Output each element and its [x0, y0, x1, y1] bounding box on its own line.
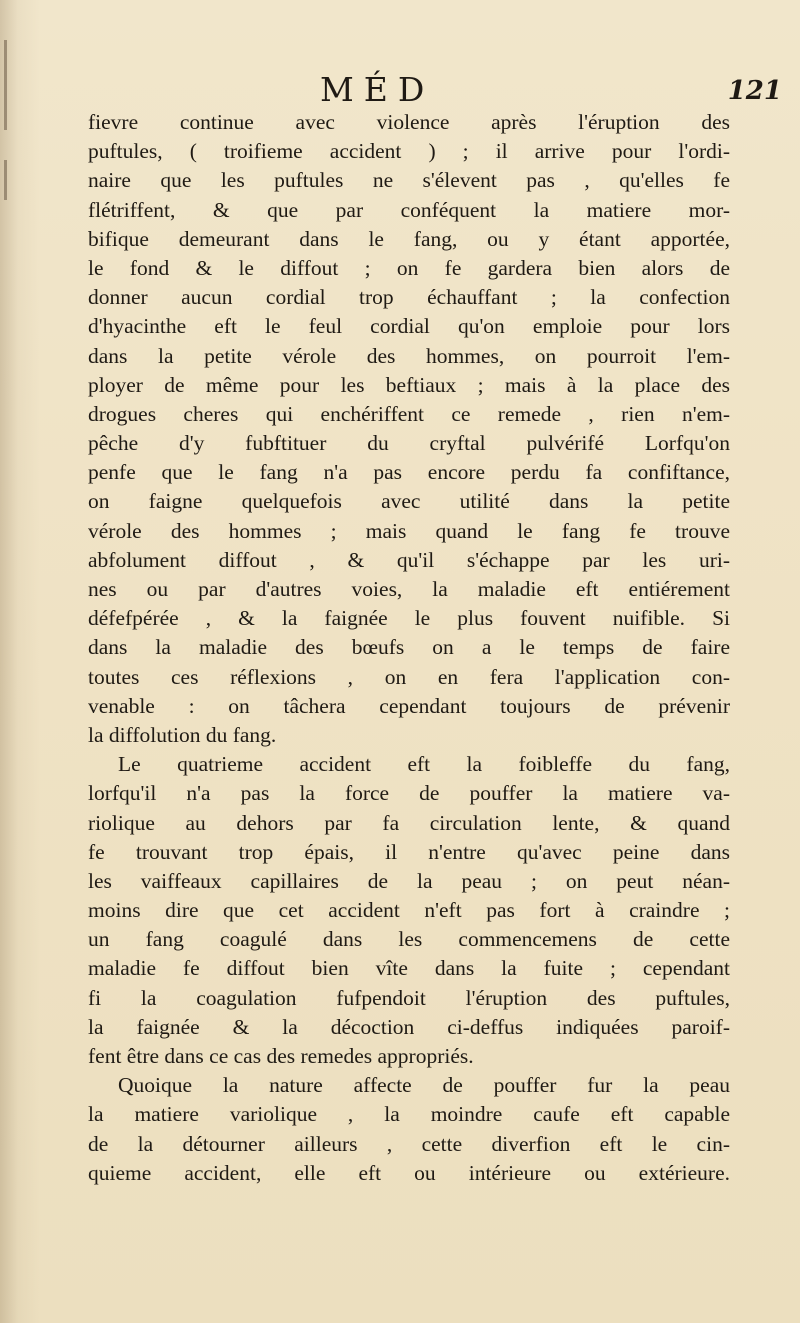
text-line: puftules, ( troifieme accident ) ; il arrive pour l'ordi- [88, 139, 730, 164]
text-line: la faignée & la décoction ci-deffus indiquées paroif- [88, 1014, 730, 1039]
text-line: un fang coagulé dans les commencemens de cette [88, 927, 730, 952]
text-line: d'hyacinthe eft le feul cordial qu'on emploie pour lors [88, 314, 730, 339]
page-number: 121 [727, 76, 782, 106]
text-line: donner aucun cordial trop échauffant ; la confection [88, 285, 730, 310]
text-line: le fond & le diffout ; on fe gardera bien alors de [88, 255, 730, 280]
text-line: pêche d'y fubftituer du cryftal pulvérifé Lorfqu'on [88, 431, 730, 456]
text-line: flétriffent, & que par conféquent la matiere mor- [88, 197, 730, 222]
text-line: riolique au dehors par fa circulation lente, & quand [88, 810, 730, 835]
text-line: venable : on tâchera cependant toujours de prévenir [88, 693, 730, 718]
running-head: MÉD [320, 70, 435, 109]
text-line: vérole des hommes ; mais quand le fang fe trouve [88, 518, 730, 543]
paragraph-start-line: Le quatrieme accident eft la foibleffe du fang, [118, 752, 730, 777]
binding-gutter-shadow [4, 40, 7, 130]
paragraph-end-line: fent être dans ce cas des remedes appropriés. [88, 1044, 474, 1068]
text-line: moins dire que cet accident n'eft pas fort à craindre ; [88, 898, 730, 923]
text-line: quieme accident, elle eft ou intérieure ou extérieure. [88, 1160, 730, 1185]
text-line: dans la maladie des bœufs on a le temps de faire [88, 635, 730, 660]
text-line: ployer de même pour les beftiaux ; mais à la place des [88, 372, 730, 397]
text-line: fe trouvant trop épais, il n'entre qu'avec peine dans [88, 839, 730, 864]
text-line: nes ou par d'autres voies, la maladie eft entiérement [88, 577, 730, 601]
binding-gutter-shadow [4, 160, 7, 200]
paragraph-end-line: la diffolution du fang. [88, 722, 277, 747]
text-line: toutes ces réflexions , on en fera l'application con- [88, 664, 730, 689]
text-line: la matiere variolique , la moindre caufe eft capable [88, 1102, 730, 1127]
text-line: les vaiffeaux capillaires de la peau ; on peut néan- [88, 868, 730, 893]
text-line: de la détourner ailleurs , cette diverfion eft le cin- [88, 1131, 730, 1156]
paragraph-start-line: Quoique la nature affecte de pouffer fur la peau [118, 1073, 730, 1098]
text-line: bifique demeurant dans le fang, ou y étant apportée, [88, 226, 730, 251]
text-line: naire que les puftules ne s'élevent pas , qu'elles fe [88, 168, 730, 193]
text-line: drogues cheres qui enchériffent ce remede , rien n'em- [88, 401, 730, 426]
text-line: maladie fe diffout bien vîte dans la fuite ; cependant [88, 956, 730, 981]
text-line: penfe que le fang n'a pas encore perdu fa confiftance, [88, 460, 730, 485]
text-line: abfolument diffout , & qu'il s'échappe par les uri- [88, 547, 730, 572]
text-line: fi la coagulation fufpendoit l'éruption des puftules, [88, 985, 730, 1010]
text-line: défefpérée , & la faignée le plus fouvent nuifible. Si [88, 606, 730, 631]
body-text [88, 108, 730, 1188]
text-line: on faigne quelquefois avec utilité dans la petite [88, 489, 730, 514]
text-line: lorfqu'il n'a pas la force de pouffer la matiere va- [88, 781, 730, 806]
text-line: dans la petite vérole des hommes, on pourroit l'em- [88, 343, 730, 368]
text-line: fievre continue avec violence après l'éruption des [88, 110, 730, 134]
